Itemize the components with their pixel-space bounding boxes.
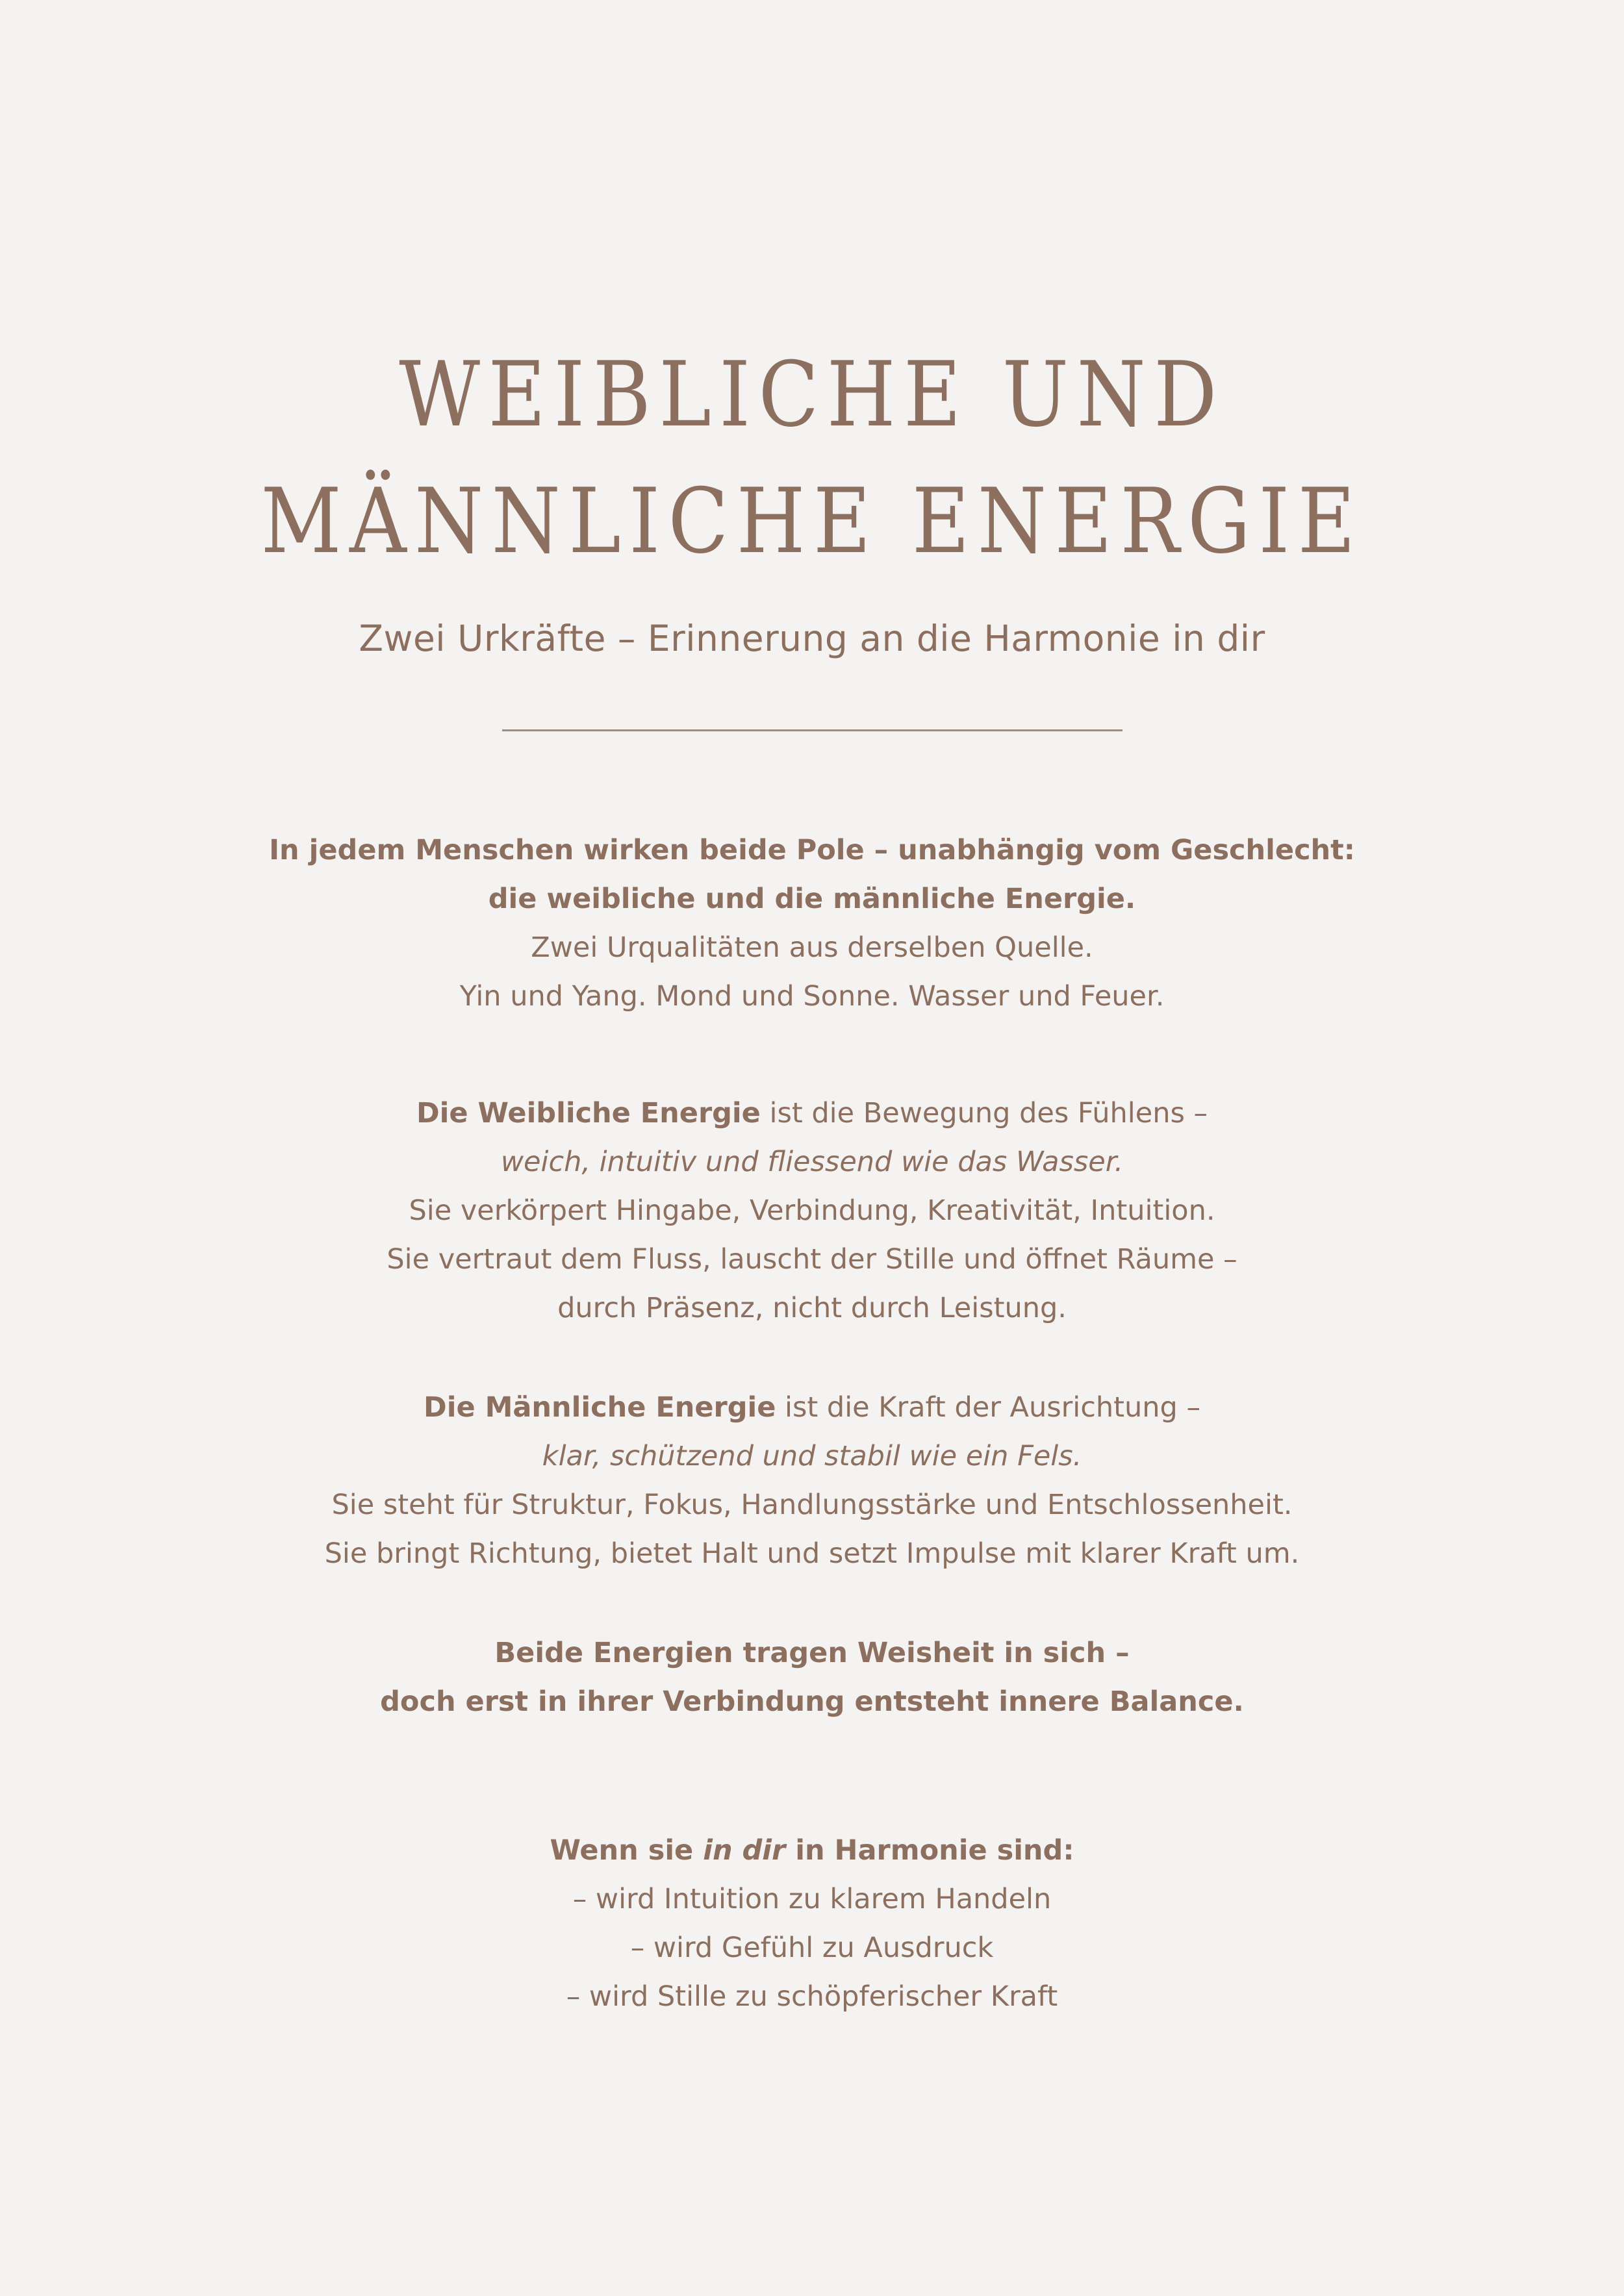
- feminine-energy-paragraph: [0, 1089, 1624, 1333]
- harmony-list: [0, 1826, 1624, 2021]
- harmony-heading-italic: in dir: [703, 1834, 786, 1867]
- intro-line-1: In jedem Menschen wirken beide Pole – unabhängig vom Geschlecht:: [269, 834, 1355, 866]
- masculine-lead-rest: ist die Kraft der Ausrichtung –: [776, 1391, 1200, 1424]
- feminine-lead-rest: ist die Bewegung des Fühlens –: [760, 1097, 1208, 1129]
- masculine-lead-bold: Die Männliche Energie: [424, 1391, 776, 1424]
- list-item: – wird Intuition zu klarem Handeln: [572, 1883, 1052, 1915]
- page-title: [0, 331, 1624, 585]
- balance-paragraph: [0, 1629, 1624, 1726]
- intro-paragraph: [0, 826, 1624, 1021]
- subtitle: Zwei Urkräfte – Erinnerung an die Harmonie in dir: [359, 618, 1265, 659]
- feminine-italic-line: weich, intuitiv und fliessend wie das Wasser.: [500, 1146, 1124, 1178]
- balance-line-1: Beide Energien tragen Weisheit in sich –: [494, 1637, 1130, 1669]
- list-item: – wird Stille zu schöpferischer Kraft: [566, 1980, 1058, 2013]
- feminine-line-3: Sie verkörpert Hingabe, Verbindung, Kreativität, Intuition.: [409, 1194, 1215, 1227]
- masculine-lead-line: [0, 1383, 1624, 1432]
- title-line-1: WEIBLICHE UND: [399, 342, 1225, 447]
- intro-line-4: Yin und Yang. Mond und Sonne. Wasser und Feuer.: [459, 980, 1165, 1013]
- balance-line-2: doch erst in ihrer Verbindung entsteht innere Balance.: [380, 1685, 1244, 1718]
- divider-line: [502, 729, 1123, 731]
- feminine-lead-line: [0, 1089, 1624, 1138]
- masculine-line-3: Sie steht für Struktur, Fokus, Handlungsstärke und Entschlossenheit.: [331, 1489, 1293, 1521]
- intro-line-3: Zwei Urqualitäten aus derselben Quelle.: [531, 931, 1093, 964]
- harmony-heading: [0, 1826, 1624, 1875]
- feminine-line-4: Sie vertraut dem Fluss, lauscht der Stille und öffnet Räume –: [387, 1243, 1237, 1276]
- harmony-heading-post: in Harmonie sind:: [785, 1834, 1074, 1867]
- harmony-heading-pre: Wenn sie: [550, 1834, 704, 1867]
- masculine-line-4: Sie bringt Richtung, bietet Halt und setzt Impulse mit klarer Kraft um.: [324, 1537, 1300, 1570]
- masculine-italic-line: klar, schützend und stabil wie ein Fels.: [542, 1440, 1082, 1472]
- intro-line-2: die weibliche und die männliche Energie.: [488, 883, 1136, 915]
- list-item: – wird Gefühl zu Ausdruck: [630, 1932, 994, 1964]
- feminine-line-5: durch Präsenz, nicht durch Leistung.: [557, 1292, 1067, 1324]
- masculine-energy-paragraph: [0, 1383, 1624, 1578]
- feminine-lead-bold: Die Weibliche Energie: [416, 1097, 761, 1129]
- title-line-2: MÄNNLICHE ENERGIE: [260, 469, 1364, 574]
